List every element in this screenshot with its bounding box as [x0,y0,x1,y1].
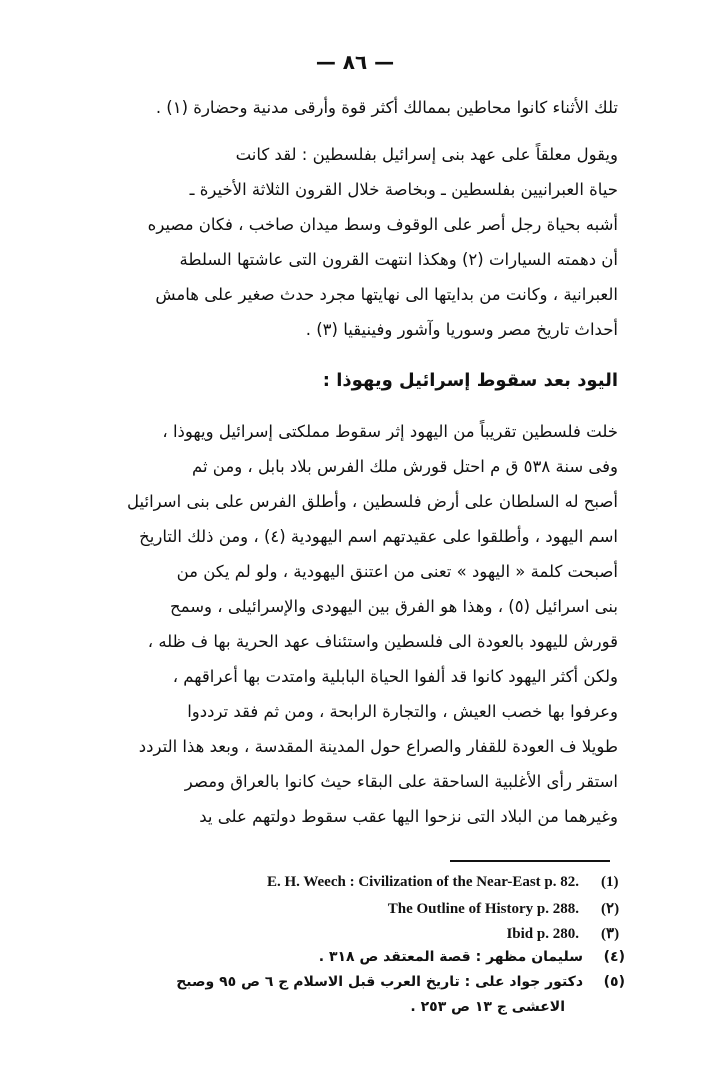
text-line: أحداث تاريخ مصر وسوريا وآشور وفينيقيا (٣) . [305,320,618,339]
text-line: ويقول معلقاً على عهد بنى إسرائيل بفلسطين : لقد كانت [235,145,618,164]
body-text [58,90,618,834]
text-line: بنى اسرائيل (٥) ، وهذا هو الفرق بين اليهودى والإسرائيلى ، وسمح [170,597,618,616]
footnote-text: The Outline of History p. 288. [387,901,579,917]
page-number: — ٨٦ — [315,50,395,74]
heading-text: اليود بعد سقوط إسرائيل ويهوذا : [322,370,618,391]
text-line: طويلا ف العودة للقفار والصراع حول المدينة المقدسة ، وبعد هذا التردد [138,737,618,756]
text-line: خلت فلسطين تقريباً من اليهود إثر سقوط مملكتى إسرائيل ويهوذا ، [162,422,618,441]
footnote-1 [40,874,625,899]
footnote-2 [40,899,625,924]
footnote-text: E. H. Weech : Civilization of the Near-East p. 82. [266,874,579,890]
text-line: استقر رأى الأغلبية الساحقة على البقاء حيث كانوا بالعراق ومصر [184,772,618,791]
footnote-number: (1) [601,874,619,890]
text-line: أشبه بحياة رجل أصر على الوقوف وسط ميدان صاخب ، فكان مصيره [147,215,618,234]
footnotes [40,874,625,1024]
text-line: أن دهمته السيارات (٢) وهكذا انتهت القرون التى عاشتها السلطة [179,250,618,269]
footnote-number: (٤) [603,949,625,965]
footnote-number: (٢) [601,901,620,917]
footnote-number: (٣) [601,926,620,942]
text-line: وعرفوا بها خصب العيش ، والتجارة الرابحة ، ومن ثم فقد ترددوا [187,702,618,721]
text-line: أصبحت كلمة « اليهود » تعنى من اعتنق اليهودية ، ولو لم يكن من [176,562,618,581]
text-line: العبرانية ، وكانت من بدايتها الى نهايتها مجرد حدث صغير على هامش [155,285,618,304]
footnote-4 [40,949,625,974]
paragraph-2 [58,137,618,347]
text-line: أصبح له السلطان على أرض فلسطين ، وأطلق الفرس على بنى اسرائيل [127,492,618,511]
text-line: ولكن أكثر اليهود كانوا قد ألفوا الحياة البابلية وامتدت بها أعراقهم ، [172,667,618,686]
footnote-divider [450,860,610,862]
footnote-5 [40,974,625,999]
footnote-text: Ibid p. 280. [506,926,579,942]
footnote-5-continuation: الاعشى ج ١٣ ص ٢٥٣ . [410,999,565,1015]
footnote-3 [40,924,625,949]
paragraph-1 [58,90,618,125]
text-line: قورش لليهود بالعودة الى فلسطين واستئناف عهد الحرية بها ف ظله ، [147,632,618,651]
section-heading [58,363,618,398]
footnote-text: دكتور جواد على : تاريخ العرب قبل الاسلام ج ٦ ص ٩٥ وصبح [176,974,583,990]
text-line: وغيرهما من البلاد التى نزحوا اليها عقب سقوط دولتهم على يد [199,807,618,826]
text-line: اسم اليهود ، وأطلقوا على عقيدتهم اسم اليهودية (٤) ، ومن ذلك التاريخ [139,527,618,546]
text-line: وفى سنة ٥٣٨ ق م احتل قورش ملك الفرس بلاد بابل ، ومن ثم [191,457,618,476]
paragraph-3 [58,414,618,834]
footnote-text: سليمان مظهر : قصة المعتقد ص ٣١٨ . [318,949,583,965]
text-line: تلك الأثناء كانوا محاطين بممالك أكثر قوة وأرقى مدنية وحضارة (١) . [155,98,618,117]
footnote-number: (٥) [603,974,625,990]
text-line: حياة العبرانيين بفلسطين ـ وبخاصة خلال القرون الثلاثة الأخيرة ـ [189,180,618,199]
